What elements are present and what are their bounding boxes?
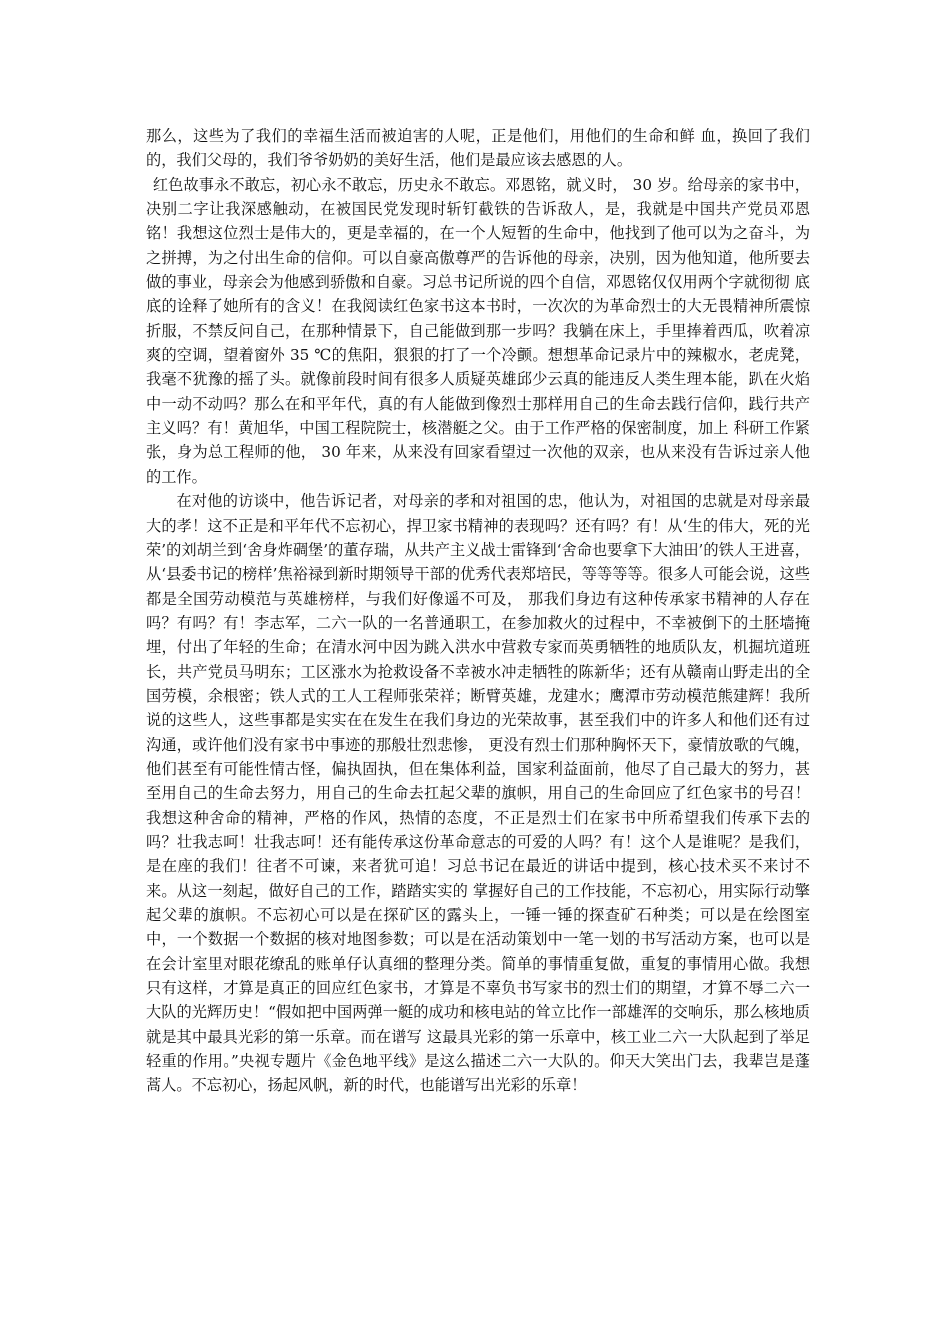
paragraph-1: 那么，这些为了我们的幸福生活而被迫害的人呢，正是他们，用他们的生命和鲜 血，换回了我们的，我们父母的，我们爷爷奶奶的美好生活，他们是最应该去感恩的人。 xyxy=(146,127,810,170)
paragraph-3: 在对他的访谈中，他告诉记者，对母亲的孝和对祖国的忠，他认为，对祖国的忠就是对母亲最大的孝！这不正是和平年代不忘初心，捍卫家书精神的表现吗？还有吗？有！从‘生的伟大，死的光荣’的刘胡兰到‘舍身炸碉堡’的董存瑞，从共产主义战士雷锋到‘舍命也要拿下大油田’的铁人王进喜，从‘县委书记的榜样’焦裕禄到新时期领导干部的优秀代表郑培民，等等等等。很多人可能会说，这些都是全国劳动模范与英雄榜样，与我们好像遥不可及， 那我们身边有这种传承家书精神的人存在吗？有吗？有！李志军，二六一队的一名普通职工，在参加救火的过程中，不幸被倒下的土胚墙掩埋，付出了年轻的生命；在清水河中因为跳入洪水中营救专家而英勇牺牲的地质队友，机掘坑道班长，共产党员马明东；工区涨水为抢救设备不幸被水冲走牺牲的陈新华；还有从赣南山野走出的全国劳模，余根密；铁人式的工人工程师张荣祥；断臂英雄，龙建水；鹰潭市劳动模范熊建辉！我所说的这些人，这些事都是实实在在发生在我们身边的光荣故事，甚至我们中的许多人和他们还有过沟通，或许他们没有家书中事迹的那般壮烈悲惨， 更没有烈士们那种胸怀天下，豪情放歌的气魄，他们甚至有可能性情古怪，偏执固执，但在集体利益，国家利益面前，他尽了自己最大的努力，甚至用自己的生命去努力，用自己的生命去扛起父辈的旗帜，用自己的生命回应了红色家书的号召！我想这种舍命的精神，严格的作风，热情的态度，不正是烈士们在家书中所希望我们传承下去的吗？壮我志呵！壮我志呵！还有能传承这份革命意志的可爱的人吗？有！这个人是谁呢？是我们，是在座的我们！往者不可谏，来者犹可追！习总书记在最近的讲话中提到，核心技术买不来讨不来。从这一刻起，做好自己的工作，踏踏实实的 掌握好自己的工作技能，不忘初心，用实际行动擎起父辈的旗帜。不忘初心可以是在探矿区的露头上，一锤一锤的探查矿石种类；可以是在绘图室中，一个数据一个数据的核对地图参数；可以是在活动策划中一笔一划的书写活动方案，也可以是在会计室里对眼花缭乱的账单仔认真细的整理分类。简单的事情重复做，重复的事情用心做。我想只有这样，才算是真正的回应红色家书，才算是不辜负书写家书的烈士们的期望，才算不辱二六一大队的光辉历史！“假如把中国两弹一艇的成功和核电站的耸立比作一部雄浑的交响乐，那么核地质就是其中最具光彩的第一乐章。而在谱写 这最具光彩的第一乐章中，核工业二六一大队起到了举足轻重的作用。”央视专题片《金色地平线》是这么描述二六一大队的。仰天大笑出门去，我辈岂是蓬蒿人。不忘初心，扬起风帆，新的时代，也能谱写出光彩的乐章！ xyxy=(146,492,810,1095)
document-body xyxy=(146,124,810,1098)
paragraph-2: 红色故事永不敢忘，初心永不敢忘，历史永不敢忘。邓恩铭，就义时， 30 岁。给母亲的家书中，决别二字让我深感触动，在被国民党发现时斩钉截铁的告诉敌人，是，我就是中国共产党员邓恩铭！我想这位烈士是伟大的，更是幸福的，在一个人短暂的生命中，他找到了他可以为之奋斗，为之拼搏，为之付出生命的信仰。可以自豪高傲尊严的告诉他的母亲，决别，因为他知道，他所要去做的事业，母亲会为他感到骄傲和自豪。习总书记所说的四个自信，邓恩铭仅仅用两个字就彻彻 底底的诠释了她所有的含义！在我阅读红色家书这本书时，一次次的为革命烈士的大无畏精神所震惊折服，不禁反问自己，在那种情景下，自己能做到那一步吗？我躺在床上，手里捧着西瓜，吹着凉爽的空调，望着窗外 35 ℃的焦阳，狠狠的打了一个冷颤。想想革命记录片中的辣椒水，老虎凳，我毫不犹豫的摇了头。就像前段时间有很多人质疑英雄邱少云真的能违反人类生理本能，趴在火焰中一动不动吗？那么在和平年代，真的有人能做到像烈士那样用自己的生命去践行信仰，践行共产主义吗？有！黄旭华，中国工程院院士，核潜艇之父。由于工作严格的保密制度，加上 科研工作紧张，身为总工程师的他， 30 年来，从来没有回家看望过一次他的双亲，也从来没有告诉过亲人他的工作。 xyxy=(146,175,810,486)
